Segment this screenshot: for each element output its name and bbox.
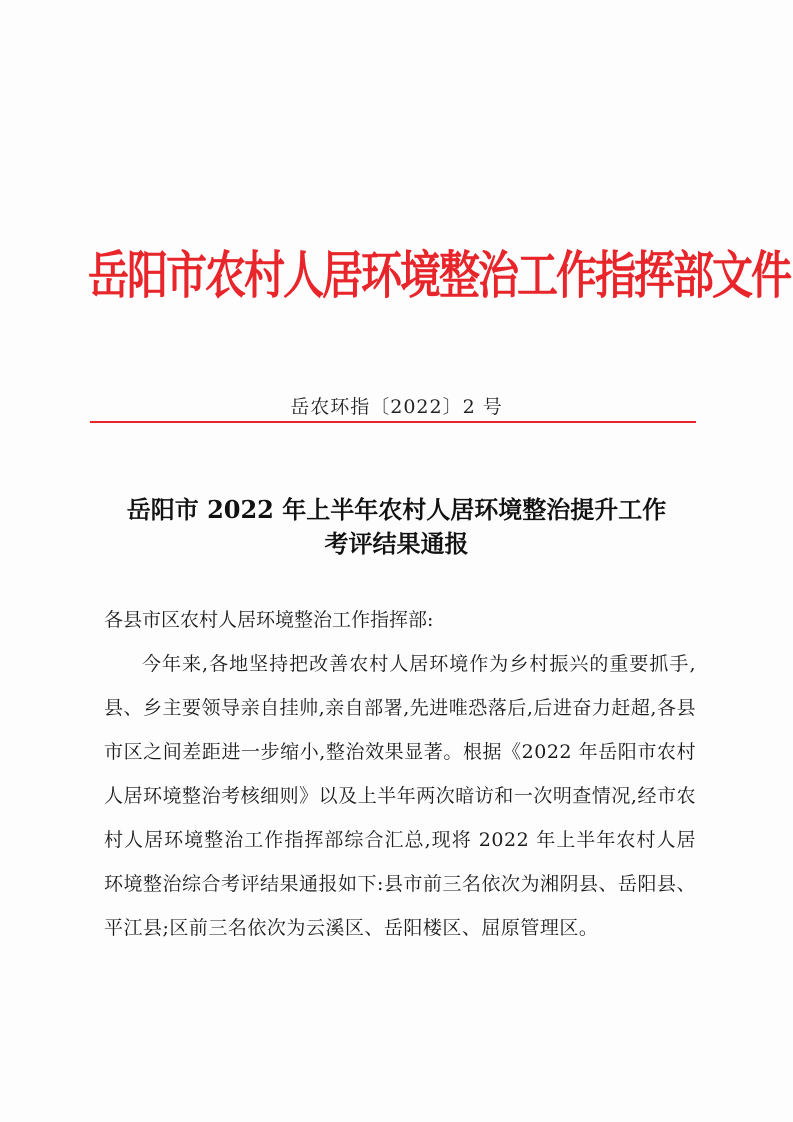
body-paragraph: 今年来,各地坚持把改善农村人居环境作为乡村振兴的重要抓手,县、乡主要领导亲自挂帅,亲自部署,先进唯恐落后,后进奋力赶超,各县市区之间差距进一步缩小,整治效果显著。根据《2022 年岳阳市农村人居环境整治考核细则》以及上半年两次暗访和一次明查情况,经市农村人居环境整治工作指挥部综合汇总,现将 2022 年上半年农村人居环境整治综合考评结果通报如下:县市前三名依次为湘阴县、岳阳县、平江县;区前三名依次为云溪区、岳阳楼区、屈原管理区。	[104, 653, 696, 939]
notice-title	[80, 493, 713, 561]
notice-title-line-1: 岳阳市 2022 年上半年农村人居环境整治提升工作	[126, 495, 667, 524]
document-body	[104, 598, 696, 950]
masthead-title: 岳阳市农村人居环境整治工作指挥部文件	[88, 245, 790, 306]
notice-title-line-2: 考评结果通报	[324, 529, 469, 558]
red-divider-line	[90, 421, 696, 423]
salutation: 各县市区农村人居环境整治工作指挥部:	[104, 609, 434, 631]
document-number: 岳农环指〔2022〕2 号	[290, 396, 503, 418]
